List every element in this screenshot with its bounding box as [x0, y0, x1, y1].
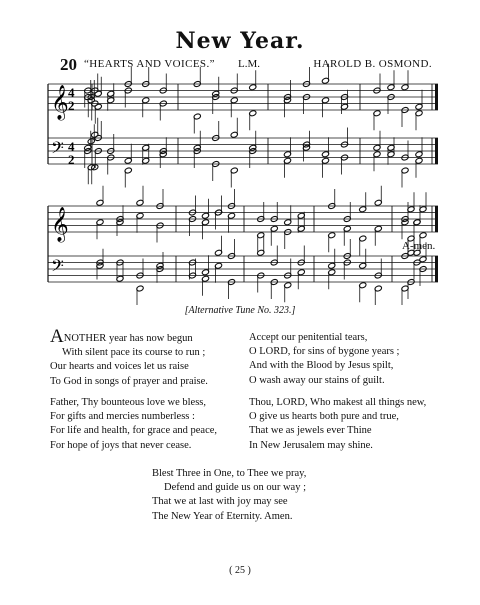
verse-1: [50, 326, 208, 389]
final-bar: [435, 84, 438, 110]
verse-3: [249, 331, 399, 388]
verse-first-word: NOTHER year has now begun: [63, 333, 193, 344]
final-bar: [435, 256, 438, 282]
verse-line: O give us hearts both pure and true,: [249, 411, 399, 423]
time-signature: 4: [68, 139, 75, 154]
verse-line: O wash away our stains of guilt.: [249, 374, 385, 386]
verse-line: For gifts and mercies numberless :: [50, 411, 195, 423]
verse-line: That we at last with joy may see: [152, 496, 288, 508]
tune-name: “HEARTS AND VOICES.”: [84, 58, 215, 70]
time-signature: 2: [68, 98, 75, 113]
verse-line: And with the Blood by Jesus spilt,: [249, 360, 394, 372]
amen-label: A-men.: [402, 240, 436, 252]
verse-line: Accept our penitential tears,: [249, 332, 368, 343]
verse-line: For life and health, for grace and peace,: [50, 425, 218, 437]
treble-clef-icon: 𝄞: [51, 85, 69, 120]
verse-line: Our hearts and voices let us raise: [50, 361, 189, 373]
verse-line: Thou, LORD, Who makest all things new,: [249, 397, 427, 408]
verse-line: Father, Thy bounteous love we bless,: [50, 397, 206, 408]
verse-line: O LORD, for sins of bygone years ;: [249, 346, 400, 358]
time-signature: 2: [68, 152, 75, 167]
time-signature: 4: [68, 85, 75, 100]
verse-line: To God in songs of prayer and praise.: [50, 375, 208, 387]
verse-2: [50, 396, 217, 453]
composer: HAROLD B. OSMOND.: [313, 58, 432, 70]
verse-line: For hope of joys that never cease.: [50, 439, 192, 451]
hymn-number: 20: [60, 55, 77, 74]
bass-clef-icon: 𝄢: [51, 255, 64, 280]
drop-cap: A: [50, 326, 64, 347]
page-title: New Year.: [175, 28, 305, 54]
treble-clef-icon: 𝄞: [51, 207, 69, 242]
verse-line: Defend and guide us on our way ;: [164, 482, 307, 494]
verse-line: In New Jerusalem may shine.: [249, 439, 373, 451]
verse-line: Blest Three in One, to Thee we pray,: [152, 468, 307, 479]
bass-clef-icon: 𝄢: [51, 137, 64, 162]
verse-line: The New Year of Eternity. Amen.: [152, 510, 293, 522]
verse-line: With silent pace its course to run ;: [62, 347, 206, 359]
verse-5: [152, 467, 306, 524]
final-bar: [435, 138, 438, 164]
page-number: ( 25 ): [229, 565, 251, 576]
final-bar: [435, 206, 438, 232]
alternative-tune-note: [Alternative Tune No. 323.]: [184, 305, 296, 316]
verse-line: That we as jewels ever Thine: [249, 425, 372, 437]
verse-line: [50, 326, 208, 347]
meter: L.M.: [238, 58, 260, 70]
verse-4: [249, 396, 426, 453]
